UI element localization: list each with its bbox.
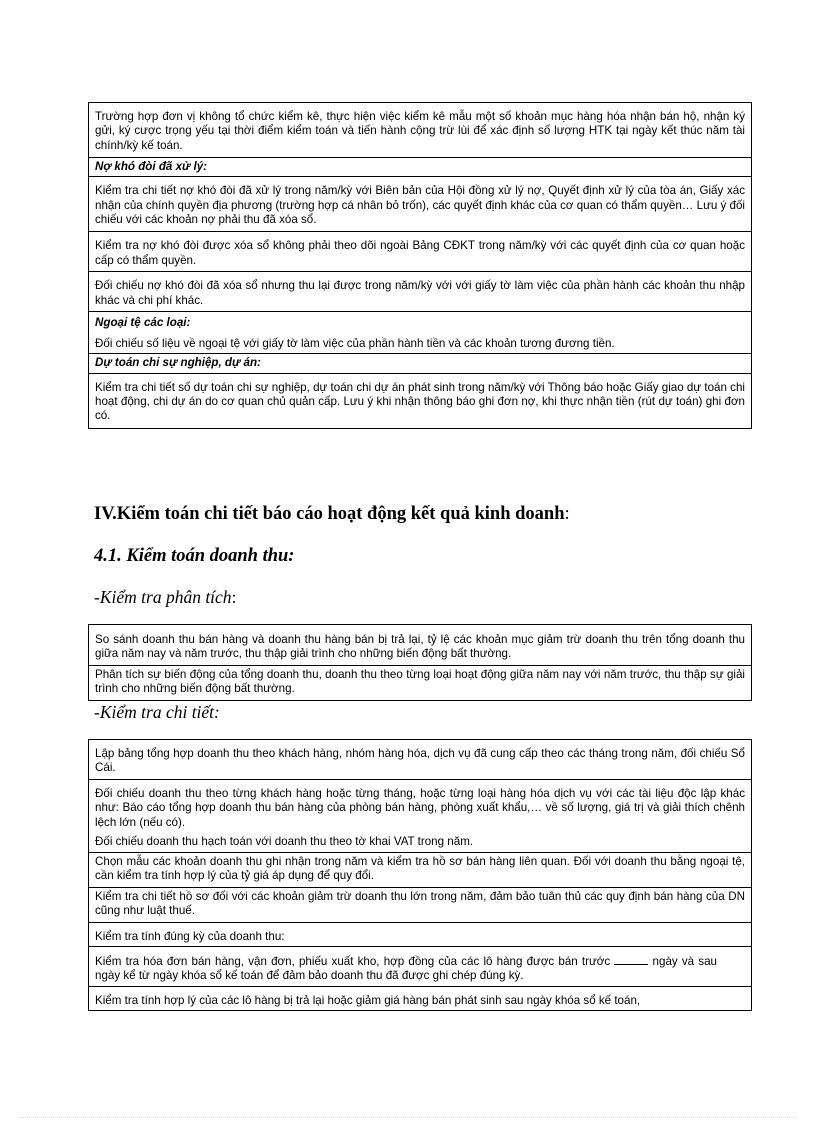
table-cell: Kiểm tra tính đúng kỳ của doanh thu: (89, 922, 752, 946)
table-cell (89, 780, 752, 853)
table-row (89, 103, 752, 158)
table-row (89, 922, 752, 946)
table-cell: Kiểm tra hóa đơn bán hàng, vận đơn, phiếu xuất kho, hợp đồng của các lô hàng được bán trước ngày và saungày kể từ ngày khóa sổ kế toán để đảm bảo doanh thu đã được ghi chép đúng kỳ. (89, 947, 752, 987)
table-row (89, 987, 752, 1011)
table-cell: Chọn mẫu các khoản doanh thu ghi nhận trong năm và kiểm tra hồ sơ bán hàng liên quan. Đối với doanh thu bằng ngoại tệ, cần kiểm tra tính hợp lý của tỷ giá áp dụng để quy đổi. (89, 852, 752, 887)
table-row (89, 354, 752, 373)
table-row (89, 887, 752, 922)
row-text: Đối chiếu doanh thu theo từng khách hàng hoặc từng tháng, hoặc từng loại hàng hóa dịch vụ với các tài liệu độc lập khác như: Báo cáo tổng hợp doanh thu bán hàng của phòng bán hàng, phòng xuất khẩu,… về số lượng, giá trị và giải thích chênh lệch lớn (nếu có). (95, 787, 745, 829)
audit-procedures-table (88, 102, 752, 429)
table-row (89, 625, 752, 666)
table-row (89, 666, 752, 701)
table-row (89, 373, 752, 428)
table-row (89, 780, 752, 853)
analysis-heading: -Kiểm tra phân tích: (94, 587, 237, 607)
analysis-table (88, 624, 752, 701)
row-heading: Nợ khó đòi đã xử lý: (89, 158, 752, 177)
table-row (89, 740, 752, 780)
section-heading: IV.Kiểm toán chi tiết báo cáo hoạt động kết quả kinh doanh: (94, 504, 570, 524)
table-row (89, 852, 752, 887)
row-text: Đối chiếu số liệu về ngoại tệ với giấy tờ làm việc của phần hành tiền và các khoản tương đương tiền. (95, 336, 615, 350)
table-cell: Kiểm tra chi tiết nợ khó đòi đã xử lý trong năm/kỳ với Biên bản của Hội đồng xử lý nợ, Quyết định xử lý của tòa án, Giấy xác nhận của chính quyền địa phương (trường hợp cá nhân bỏ trốn), các quyết định khác của cơ quan có thẩm quyền… Lưu ý đối chiếu với các khoản nợ phải thu đã xóa sổ. (89, 177, 752, 232)
row-heading: Dự toán chi sự nghiệp, dự án: (89, 354, 752, 373)
table-row (89, 232, 752, 272)
table-cell: Kiểm tra nợ khó đòi được xóa sổ không phải theo dõi ngoài Bảng CĐKT trong năm/kỳ với các quyết định của cơ quan hoặc cấp có thẩm quyền. (89, 232, 752, 272)
detail-heading: -Kiểm tra chi tiết: (94, 702, 220, 722)
row-text: Đối chiếu doanh thu hạch toán với doanh thu theo tờ khai VAT trong năm. (95, 835, 474, 849)
table-cell: Phân tích sự biến động của tổng doanh thu, doanh thu theo từng loại hoạt động giữa năm nay với năm trước, thu thập sự giải trình cho những biến động bất thường. (89, 666, 752, 701)
page-bottom-rule (20, 1117, 796, 1118)
table-cell: Trường hợp đơn vị không tổ chức kiểm kê, thực hiện việc kiểm kê mẫu một số khoản mục hàng hóa nhận bán hộ, nhận ký gửi, ký cược trọng yếu tại thời điểm kiểm toán và tiến hành cộng trừ lùi để xác định số lượng HTK tại ngày kết thúc năm tài chính/kỳ kế toán. (89, 103, 752, 158)
table-cell: Kiểm tra chi tiết số dự toán chi sự nghiệp, dự toán chi dự án phát sinh trong năm/kỳ với Thông báo hoặc Giấy giao dự toán chi hoạt động, chi dự án do cơ quan chủ quản cấp. Lưu ý khi nhận thông báo ghi đơn nợ, khi thực nhận tiền (rút dự toán) ghi đơn có. (89, 373, 752, 428)
blank-line (614, 954, 648, 965)
subsection-heading: 4.1. Kiểm toán doanh thu: (94, 546, 295, 566)
table-row (89, 158, 752, 177)
table-cell: Lập bảng tổng hợp doanh thu theo khách hàng, nhóm hàng hóa, dịch vụ đã cung cấp theo các tháng trong năm, đối chiếu Sổ Cái. (89, 740, 752, 780)
detail-table (88, 739, 752, 1011)
table-cell: Kiểm tra chi tiết hồ sơ đối với các khoản giảm trừ doanh thu lớn trong năm, đảm bảo tuân thủ các quy định bán hàng của DN cũng như luật thuế. (89, 887, 752, 922)
table-row (89, 947, 752, 987)
table-cell (89, 312, 752, 354)
table-row (89, 177, 752, 232)
table-cell: So sánh doanh thu bán hàng và doanh thu hàng bán bị trả lại, tỷ lệ các khoản mục giảm trừ doanh thu trên tổng doanh thu giữa năm nay và năm trước, thu thập giải trình cho những biến động bất thường. (89, 625, 752, 666)
table-row (89, 272, 752, 312)
table-row (89, 312, 752, 354)
table-cell: Đối chiếu nợ khó đòi đã xóa sổ nhưng thu lại được trong năm/kỳ với với giấy tờ làm việc của phần hành các khoản thu nhập khác và chi phí khác. (89, 272, 752, 312)
table-cell: Kiểm tra tính hợp lý của các lô hàng bị trả lại hoặc giảm giá hàng bán phát sinh sau ngày khóa sổ kế toán, (89, 987, 752, 1011)
row-heading: Ngoại tệ các loại: (95, 316, 191, 330)
